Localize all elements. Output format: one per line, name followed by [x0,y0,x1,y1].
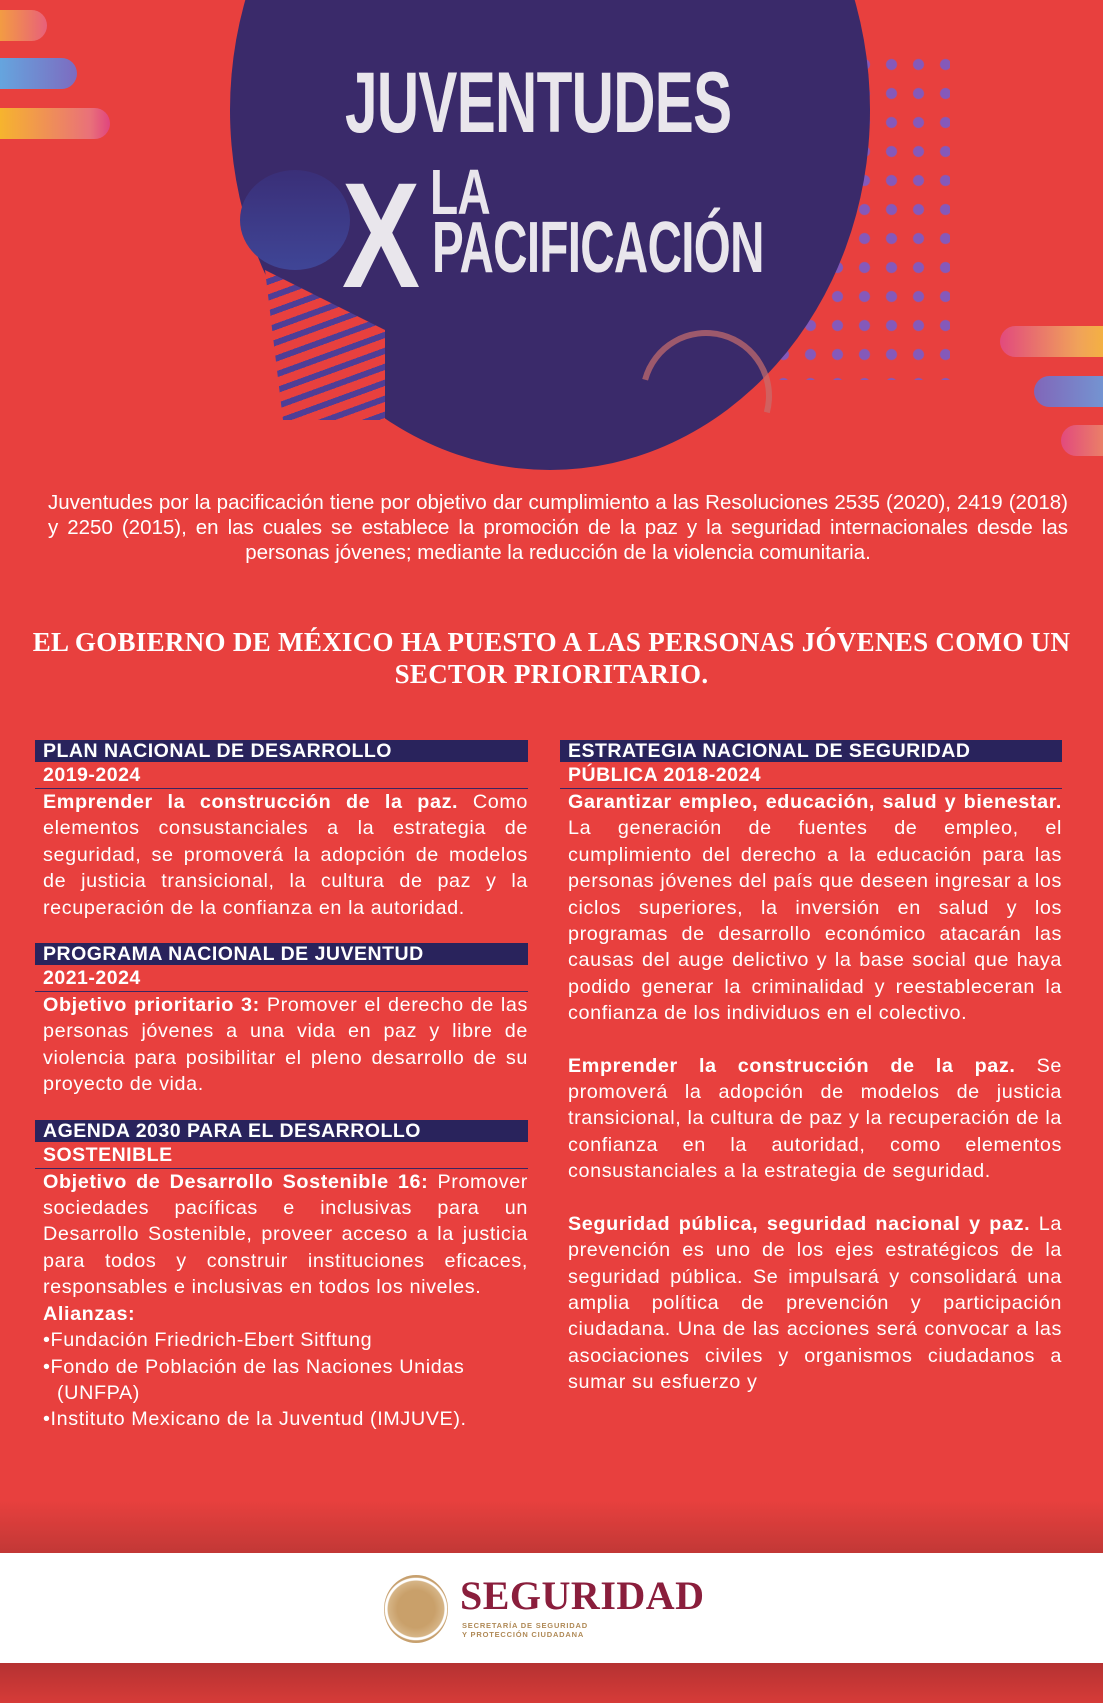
decorative-bar [0,10,47,41]
section-heading-line2: 2019-2024 [35,762,528,789]
decorative-bar [1061,425,1103,456]
alliance-item: •Fundación Friedrich-Ebert Sitftung [43,1329,373,1352]
paragraph-text: Se promoverá la adopción de modelos de justicia transicional, la cultura de paz y la recuperación de la confianza en la autoridad, como elementos consustanciales a la estrategia de seguridad. [568,1054,1062,1183]
paragraph-lead: Seguridad pública, seguridad nacional y paz. [568,1212,1031,1235]
right-column [560,740,1062,1396]
paragraph-text: La prevención es uno de los ejes estratégicos de la seguridad pública. Se impulsará y consolidará una amplia política de prevención y participación ciudadana. Una de las acciones será convocar a las asociaciones civiles y organismos ciudadanos a sumar su esfuerzo y [568,1212,1062,1394]
headline: EL GOBIERNO DE MÉXICO HA PUESTO A LAS PERSONAS JÓVENES COMO UN SECTOR PRIORITARIO. [32,627,1071,689]
section-lead: Emprender la construcción de la paz. [43,791,459,813]
brand-name: SEGURIDAD [460,1573,705,1618]
alliances-label [35,1301,528,1327]
decorative-bar [1000,326,1103,357]
mexican-coat-of-arms-icon [384,1575,448,1643]
section-heading-line2: 2021-2024 [35,965,528,992]
title-x: X [342,151,420,319]
alliances-label-text: Alianzas: [43,1302,136,1325]
section-heading-line2: PÚBLICA 2018-2024 [560,762,1062,789]
section-body [35,1169,528,1301]
paragraph-text: La generación de fuentes de empleo, el cumplimiento del derecho a la educación para las personas jóvenes del país que deseen ingresar a los ciclos superiores, la inversión en salud y los programas de desarrollo económico atacarán las causas del auge delictivo y la base social que haya podido generar la criminalidad y reestableceran la confianza de los individuos en el colectivo. [568,817,1062,1025]
title-la: LA [430,156,490,228]
alliance-item: •Instituto Mexicano de la Juventud (IMJUVE). [43,1408,467,1431]
section-heading-line1: AGENDA 2030 PARA EL DESARROLLO [35,1120,528,1142]
strategy-paragraph [560,789,1062,1027]
section-heading-line1: ESTRATEGIA NACIONAL DE SEGURIDAD [560,740,1062,762]
section-plan-nacional [35,740,528,921]
section-heading-line1: PROGRAMA NACIONAL DE JUVENTUD [35,943,528,965]
strategy-paragraph [560,1053,1062,1185]
section-heading [35,740,528,789]
section-heading [35,943,528,992]
section-lead: Objetivo prioritario 3: [43,994,260,1017]
decorative-bar [0,108,110,139]
section-text: Como elementos consustanciales a la estrategia de seguridad, se promoverá la adopción de modelos de justicia transicional, la cultura de paz y la recuperación de la confianza en la autoridad. [43,791,528,919]
alliances-list [35,1327,528,1433]
section-body [35,992,528,1098]
intro-paragraph: Juventudes por la pacificación tiene por objetivo dar cumplimiento a las Resoluciones 2535 (2020), 2419 (2018) y 2250 (2015), en las cuales se establece la promoción de la paz y la seguridad internacionales desde las personas jóvenes; mediante la reducción de la violencia comunitaria. [48,491,1068,564]
section-programa-juventud [35,943,528,1098]
section-heading [560,740,1062,789]
left-column [35,740,528,1455]
decorative-bar [1034,376,1103,407]
section-heading-line2: SOSTENIBLE [35,1142,528,1169]
footer-bottom-band [0,1663,1103,1703]
decorative-bar [0,58,77,89]
section-lead: Objetivo de Desarrollo Sostenible 16: [43,1170,429,1193]
footer-gradient [0,1500,1103,1553]
section-body [35,789,528,921]
title-juventudes: JUVENTUDES [345,55,732,151]
brand-subtitle [462,1621,588,1639]
alliance-item: •Fondo de Población de las Naciones Unidas (UNFPA) [43,1355,465,1404]
section-heading [35,1120,528,1169]
section-heading-line1: PLAN NACIONAL DE DESARROLLO [35,740,528,762]
title-pacificacion: PACIFICACIÓN [432,208,764,288]
brand-subtitle-line1: SECRETARÍA DE SEGURIDAD [462,1621,588,1630]
decorative-small-circle [240,170,350,270]
strategy-paragraph [560,1211,1062,1396]
section-text: Promover sociedades pacíficas e inclusivas para un Desarrollo Sostenible, proveer acceso a la justicia para todos y construir instituciones eficaces, responsables e inclusivas en todos los niveles. [43,1170,528,1299]
section-agenda-2030 [35,1120,528,1433]
paragraph-lead: Emprender la construcción de la paz. [568,1054,1016,1077]
paragraph-lead: Garantizar empleo, educación, salud y bienestar. [568,791,1062,813]
section-text: Promover el derecho de las personas jóvenes a una vida en paz y libre de violencia para posibilitar el pleno desarrollo de su proyecto de vida. [43,994,529,1096]
brand-subtitle-line2: Y PROTECCIÓN CIUDADANA [462,1630,585,1639]
